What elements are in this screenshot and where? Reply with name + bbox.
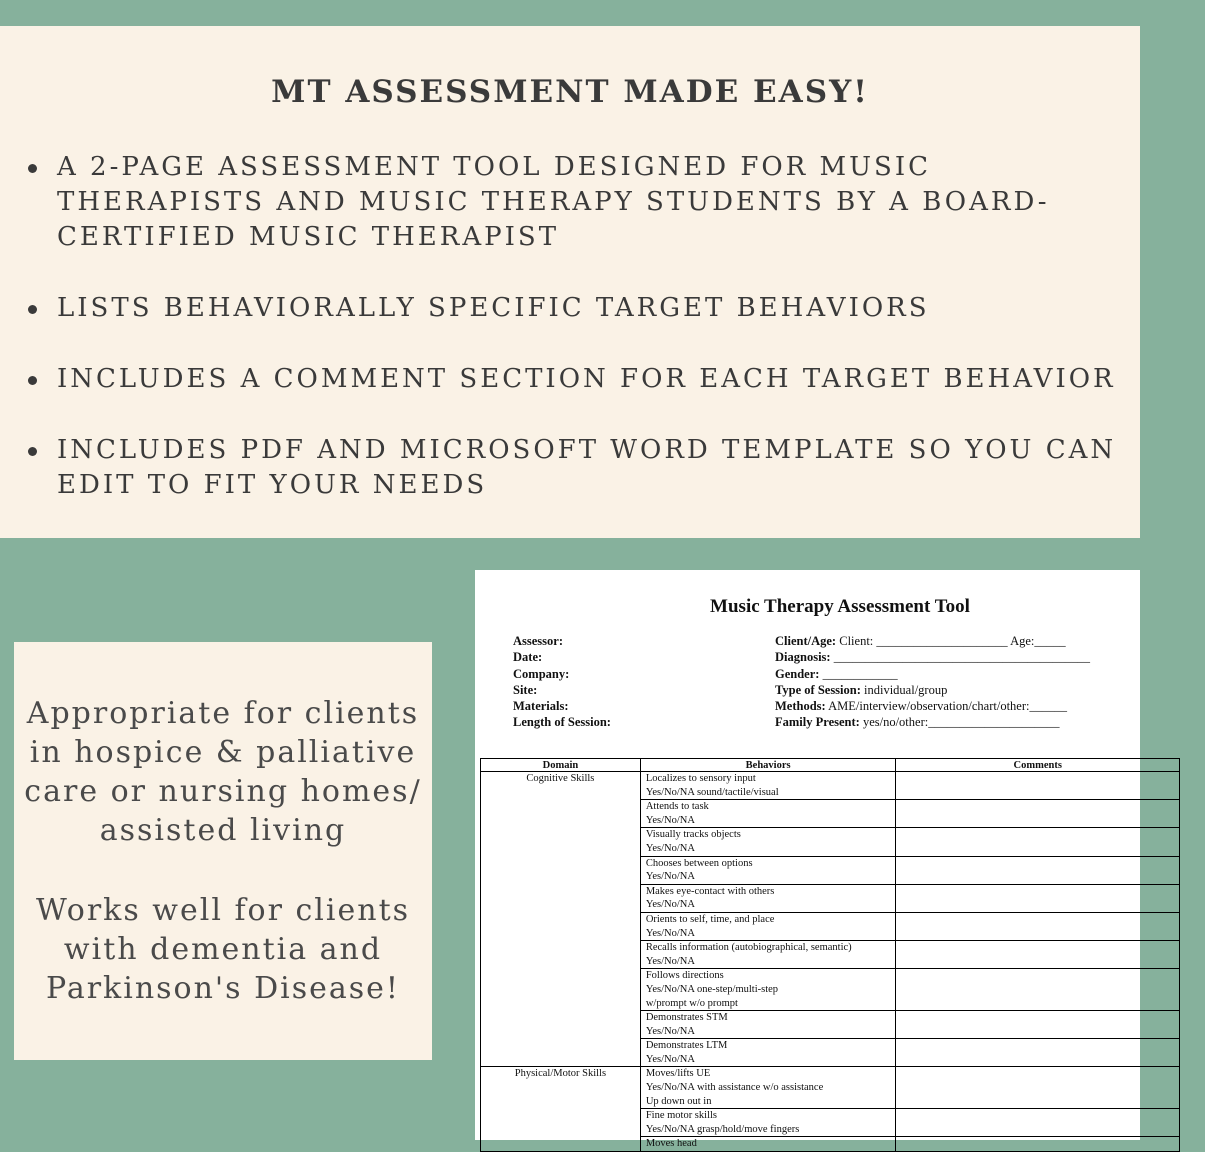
header-panel [0,26,1140,538]
field-gender: Gender: ____________ [775,666,898,681]
header-domain: Domain [481,759,641,772]
feature-text: INCLUDES PDF AND MICROSOFT WORD TEMPLATE SO YOU CAN EDIT TO FIT YOUR NEEDS [57,435,1117,500]
behavior-cell: Recalls information (autobiographical, semantic) Yes/No/NA [640,941,896,969]
headline: MT ASSESSMENT MADE EASY! [271,74,869,110]
audience-text: Appropriate for clients in hospice & palliative care or nursing homes/ assisted living [24,696,422,848]
comment-cell [896,1011,1180,1039]
table-header-row [481,759,1180,772]
document-preview [475,570,1140,1150]
field-methods: Methods: AME/interview/observation/chart/other:______ [775,699,1067,714]
feature-bullet [28,362,1140,397]
table-row [481,772,1180,800]
bullet-dot-icon [28,305,37,314]
conditions-text: Works well for clients with dementia and Parkinson's Disease! [35,893,411,1006]
feature-text: LISTS BEHAVIORALLY SPECIFIC TARGET BEHAVIORS [57,293,930,323]
table-row [481,1067,1180,1109]
comment-cell [896,1137,1180,1152]
comment-cell [896,856,1180,884]
domain-cell: Cognitive Skills [481,772,641,1067]
feature-bullet [28,291,1140,326]
behavior-cell: Moves head [640,1137,896,1152]
comment-cell [896,800,1180,828]
behavior-cell: Visually tracks objects Yes/No/NA [640,828,896,856]
comment-cell [896,884,1180,912]
feature-bullet [28,150,1140,255]
comment-cell [896,772,1180,800]
behavior-cell: Localizes to sensory input Yes/No/NA sound/tactile/visual [640,772,896,800]
domain-cell: Physical/Motor Skills [481,1067,641,1152]
comment-cell [896,1039,1180,1067]
behavior-cell: Fine motor skills Yes/No/NA grasp/hold/move fingers [640,1109,896,1137]
comment-cell [896,1067,1180,1109]
audience-panel [14,642,432,1060]
document-title: Music Therapy Assessment Tool [710,596,970,617]
assessment-table [480,758,1180,1152]
bullet-dot-icon [28,447,37,456]
field-date: Date: [513,650,543,665]
behavior-cell: Follows directions Yes/No/NA one-step/multi-step w/prompt w/o prompt [640,969,896,1011]
behavior-cell: Orients to self, time, and place Yes/No/NA [640,912,896,940]
comment-cell [896,1109,1180,1137]
behavior-cell: Demonstrates STM Yes/No/NA [640,1011,896,1039]
feature-bullet [28,433,1140,503]
feature-text: INCLUDES A COMMENT SECTION FOR EACH TARGET BEHAVIOR [57,364,1116,394]
feature-list [28,150,1140,539]
feature-text: A 2-PAGE ASSESSMENT TOOL DESIGNED FOR MUSIC THERAPISTS AND MUSIC THERAPY STUDENTS BY A BOARD-CERTIFIED MUSIC THERAPIST [57,152,1050,252]
bullet-dot-icon [28,376,37,385]
bullet-dot-icon [28,164,37,173]
comment-cell [896,912,1180,940]
left-field-column [513,633,753,731]
field-length: Length of Session: [513,715,611,730]
field-assessor: Assessor: [513,634,563,648]
field-site: Site: [513,682,538,697]
field-diagnosis: Diagnosis: _________________________________________ [775,650,1090,665]
field-client-age: Client/Age: Client: _____________________ Age:_____ [775,634,1066,648]
right-field-column [775,633,1145,731]
behavior-cell: Attends to task Yes/No/NA [640,800,896,828]
header-comments: Comments [896,759,1180,772]
field-family: Family Present: yes/no/other:_____________________ [775,715,1060,730]
field-session-type: Type of Session: individual/group [775,682,948,697]
behavior-cell: Demonstrates LTM Yes/No/NA [640,1039,896,1067]
field-materials: Materials: [513,699,569,714]
comment-cell [896,828,1180,856]
field-company: Company: [513,666,570,681]
comment-cell [896,941,1180,969]
header-behaviors: Behaviors [640,759,896,772]
behavior-cell: Chooses between options Yes/No/NA [640,856,896,884]
behavior-cell: Makes eye-contact with others Yes/No/NA [640,884,896,912]
comment-cell [896,969,1180,1011]
behavior-cell: Moves/lifts UE Yes/No/NA with assistance w/o assistance Up down out in [640,1067,896,1109]
